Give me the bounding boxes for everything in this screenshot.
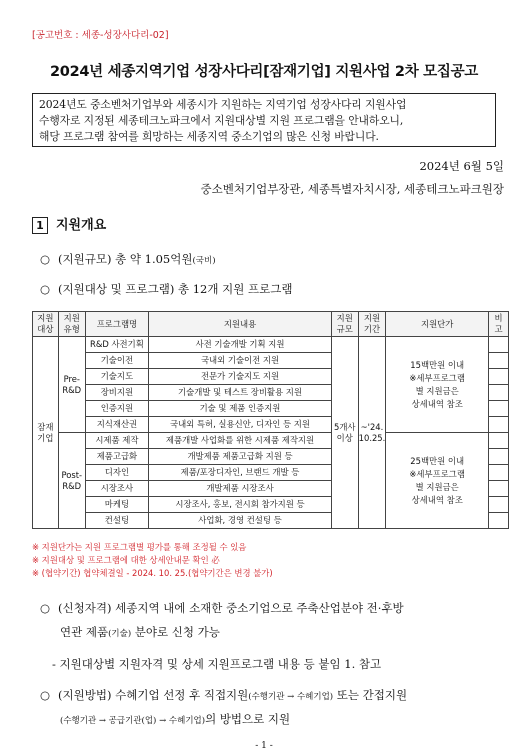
bullet-mark: ○ xyxy=(40,688,51,702)
table-row xyxy=(33,337,509,353)
program-name-cell: 시제품 제작 xyxy=(85,433,148,449)
remarks-cell xyxy=(489,353,509,369)
program-content-cell: 개발제품 시장조사 xyxy=(149,481,332,497)
intro-box xyxy=(32,93,496,147)
bullet-support-scale xyxy=(40,251,216,267)
remarks-cell xyxy=(489,401,509,417)
table-header-cell: 비 고 xyxy=(489,312,509,337)
support-target-cell: 잠재 기업 xyxy=(33,337,59,529)
bullet-text: (신청자격) 세종지역 내에 소재한 중소기업으로 주축산업분야 전·후방 xyxy=(58,601,404,615)
bullet-eligibility xyxy=(40,600,404,616)
intro-line: 2024년도 중소벤처기업부와 세종시가 지원하는 지역기업 성장사다리 지원사업 xyxy=(39,98,407,111)
remarks-cell xyxy=(489,465,509,481)
remarks-cell xyxy=(489,449,509,465)
text-fragment: 의 방법으로 지원 xyxy=(205,712,291,726)
bullet-text: (지원규모) 총 약 1.05억원 xyxy=(58,252,193,266)
support-type-cell: Post- R&D xyxy=(58,433,85,529)
bullet-mark: ○ xyxy=(40,252,51,266)
program-content-cell: 국내외 기술이전 지원 xyxy=(149,353,332,369)
program-table xyxy=(32,311,509,529)
text-fragment: 연관 제품 xyxy=(60,625,109,639)
section-heading xyxy=(32,214,106,234)
section-title: 지원개요 xyxy=(56,218,107,233)
text-fragment-small: (기술) xyxy=(108,629,132,639)
remarks-cell xyxy=(489,337,509,353)
announcement-number: [공고번호 : 세종-성장사다리-02] xyxy=(32,30,169,41)
notes xyxy=(32,541,273,580)
announcement-date: 2024년 6월 5일 xyxy=(419,159,504,173)
program-name-cell: 지식재산권 xyxy=(85,417,148,433)
program-content-cell: 기술개발 및 테스트 장비활용 지원 xyxy=(149,385,332,401)
method-continued xyxy=(60,711,290,727)
program-name-cell: 디자인 xyxy=(85,465,148,481)
note-line: ※ 지원단가는 지원 프로그램별 평가를 통해 조정될 수 있음 xyxy=(32,542,247,552)
bullet-support-target xyxy=(40,281,292,297)
issuing-organizations: 중소벤처기업부장관, 세종특별자치시장, 세종테크노파크원장 xyxy=(200,182,504,196)
note-line: ※ 지원대상 및 프로그램에 대한 상세안내문 확인 必 xyxy=(32,555,220,565)
table-header-cell: 지원단가 xyxy=(386,312,489,337)
remarks-cell xyxy=(489,433,509,449)
support-period-cell: ~'24. 10.25. xyxy=(358,337,386,529)
support-price-cell: 15백만원 이내 ※세부프로그램 별 지원금은 상세내역 참조 xyxy=(386,337,489,433)
program-content-cell: 제품/포장디자인, 브랜드 개발 등 xyxy=(149,465,332,481)
program-name-cell: 제품고급화 xyxy=(85,449,148,465)
program-content-cell: 시장조사, 홍보, 전시회 참가지원 등 xyxy=(149,497,332,513)
intro-line: 수행자로 지정된 세종테크노파크에서 지원대상별 지원 프로그램을 안내하오니, xyxy=(39,114,404,127)
program-name-cell: R&D 사전기획 xyxy=(85,337,148,353)
section-number: 1 xyxy=(32,217,48,234)
table-header-row xyxy=(33,312,509,337)
text-fragment-small: (수행기관 → 공급기관(업) → 수혜기업) xyxy=(60,716,206,726)
program-content-cell: 제품개발 사업화를 위한 시제품 제작지원 xyxy=(149,433,332,449)
table-header-cell: 지원 기간 xyxy=(358,312,386,337)
eligibility-continued xyxy=(60,624,220,640)
bullet-mark: ○ xyxy=(40,601,51,615)
page-number: - 1 - xyxy=(255,741,273,751)
program-content-cell: 사업화, 경영 컨설팅 등 xyxy=(149,513,332,529)
table-header-cell: 프로그램명 xyxy=(85,312,148,337)
remarks-cell xyxy=(489,513,509,529)
table-header-cell: 지원 대상 xyxy=(33,312,59,337)
program-name-cell: 장비지원 xyxy=(85,385,148,401)
support-price-cell: 25백만원 이내 ※세부프로그램 별 지원금은 상세내역 참조 xyxy=(386,433,489,529)
document-title: 2024년 세종지역기업 성장사다리[잠재기업] 지원사업 2차 모집공고 xyxy=(49,64,478,80)
remarks-cell xyxy=(489,481,509,497)
remarks-cell xyxy=(489,385,509,401)
program-content-cell: 전문가 기술지도 지원 xyxy=(149,369,332,385)
support-scale-cell: 5개사 이상 xyxy=(331,337,358,529)
program-name-cell: 기술이전 xyxy=(85,353,148,369)
program-content-cell: 사전 기술개발 기획 지원 xyxy=(149,337,332,353)
intro-line: 해당 프로그램 참여를 희망하는 세종지역 중소기업의 많은 신청 바랍니다. xyxy=(39,130,379,143)
program-content-cell: 개발제품 제품고급화 지원 등 xyxy=(149,449,332,465)
remarks-cell xyxy=(489,497,509,513)
program-name-cell: 컨설팅 xyxy=(85,513,148,529)
table-row xyxy=(33,433,509,449)
table-header-cell: 지원 규모 xyxy=(331,312,358,337)
program-content-cell: 기술 및 제품 인증지원 xyxy=(149,401,332,417)
table-header-cell: 지원내용 xyxy=(149,312,332,337)
program-content-cell: 국내외 특허, 실용신안, 디자인 등 지원 xyxy=(149,417,332,433)
program-name-cell: 인증지원 xyxy=(85,401,148,417)
support-type-cell: Pre- R&D xyxy=(58,337,85,433)
program-name-cell: 기술지도 xyxy=(85,369,148,385)
table-header-cell: 지원 유형 xyxy=(58,312,85,337)
text-fragment: (지원방법) 수혜기업 선정 후 직접지원 xyxy=(58,688,249,702)
text-fragment: 또는 간접지원 xyxy=(333,688,408,702)
program-name-cell: 마케팅 xyxy=(85,497,148,513)
text-fragment-small: (수행기관 → 수혜기업) xyxy=(248,692,334,702)
program-name-cell: 시장조사 xyxy=(85,481,148,497)
bullet-unit: (국비) xyxy=(192,256,216,266)
dash-item: - 지원대상별 지원자격 및 상세 지원프로그램 내용 등 붙임 1. 참고 xyxy=(52,657,382,671)
bullet-method xyxy=(40,687,407,703)
remarks-cell xyxy=(489,369,509,385)
note-line: ※ (협약기간) 협약체결일 - 2024. 10. 25.(협약기간은 변경 불가) xyxy=(32,568,273,578)
remarks-cell xyxy=(489,417,509,433)
text-fragment: 분야로 신청 가능 xyxy=(131,625,220,639)
bullet-text: (지원대상 및 프로그램) 총 12개 지원 프로그램 xyxy=(58,282,293,296)
bullet-mark: ○ xyxy=(40,282,51,296)
